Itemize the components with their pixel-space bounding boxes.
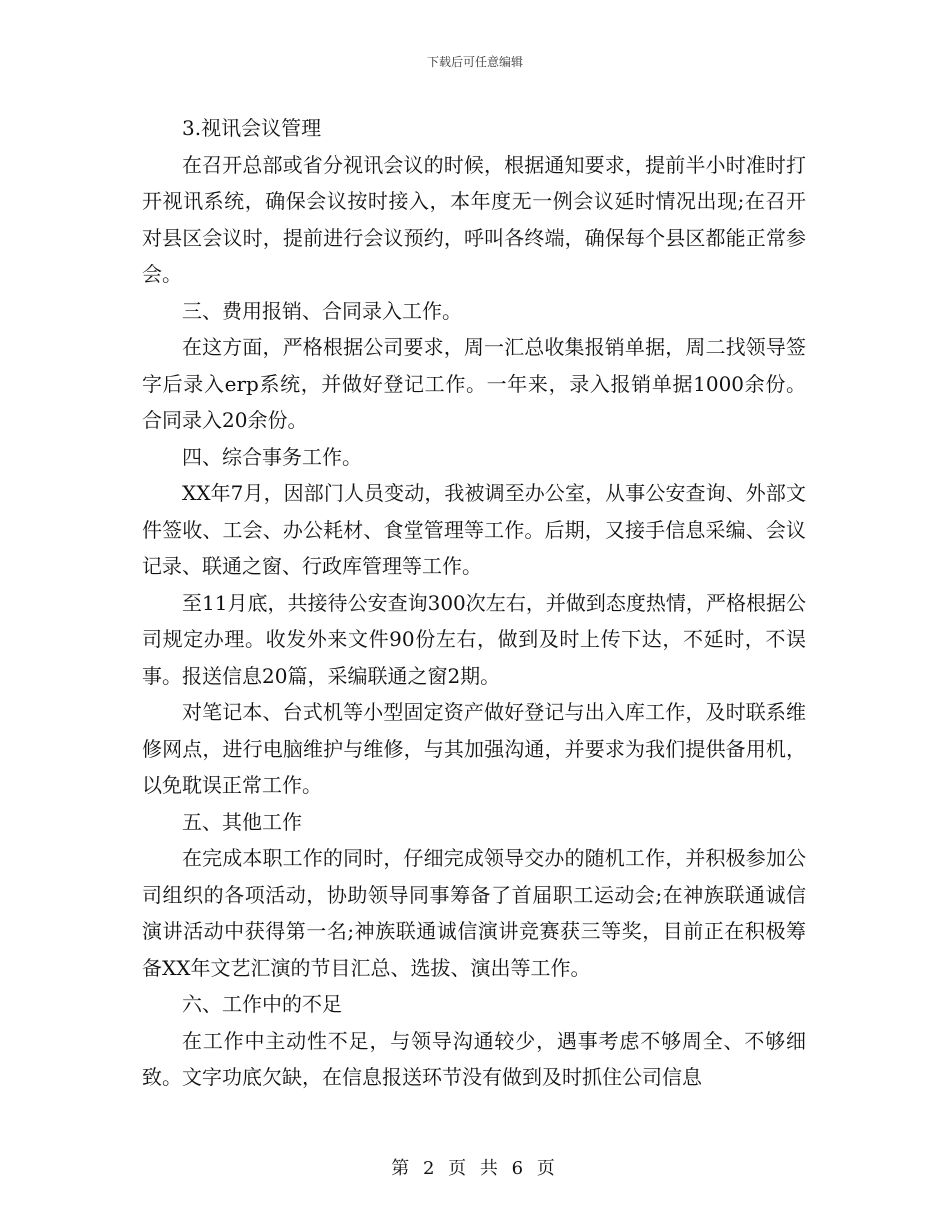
paragraph: 对笔记本、台式机等小型固定资产做好登记与出入库工作，及时联系维修网点，进行电脑维护与维修，与其加强沟通，并要求为我们提供备用机，以免耽误正常工作。 (142, 700, 806, 797)
paragraph: 在完成本职工作的同时，仔细完成领导交办的随机工作，并积极参加公司组织的各项活动，协助领导同事筹备了首届职工运动会;在神族联通诚信演讲活动中获得第一名;神族联通诚信演讲竞赛获三等奖，目前正在积极筹备XX年文艺汇演的节目汇总、选拔、演出等工作。 (142, 846, 806, 980)
paragraph-heading: 五、其他工作 (182, 809, 302, 834)
document-body (142, 110, 806, 1096)
page-header-note: 下载后可任意编辑 (426, 55, 523, 69)
paragraph: XX年7月，因部门人员变动，我被调至办公室，从事公安查询、外部文件签收、工会、办公耗材、食堂管理等工作。后期，又接手信息采编、会议记录、联通之窗、行政库管理等工作。 (142, 481, 806, 578)
paragraph: 在这方面，严格根据公司要求，周一汇总收集报销单据，周二找领导签字后录入erp系统，并做好登记工作。一年来，录入报销单据1000余份。合同录入20余份。 (142, 335, 806, 432)
paragraph-heading: 三、费用报销、合同录入工作。 (182, 298, 462, 323)
paragraph-heading: 3.视讯会议管理 (182, 116, 322, 140)
paragraph-heading: 四、综合事务工作。 (182, 444, 362, 469)
paragraph-heading: 六、工作中的不足 (182, 992, 342, 1016)
paragraph: 在召开总部或省分视讯会议的时候，根据通知要求，提前半小时准时打开视讯系统，确保会议按时接入，本年度无一例会议延时情况出现;在召开对县区会议时，提前进行会议预约，呼叫各终端，确保每个县区都能正常参会。 (142, 152, 806, 286)
paragraph: 在工作中主动性不足，与领导沟通较少，遇事考虑不够周全、不够细致。文字功底欠缺，在信息报送环节没有做到及时抓住公司信息 (142, 1028, 806, 1089)
paragraph: 至11月底，共接待公安查询300次左右，并做到态度热情，严格根据公司规定办理。收发外来文件90份左右，做到及时上传下达，不延时，不误事。报送信息20篇，采编联通之窗2期。 (142, 590, 806, 688)
page-number-footer: 第 2 页 共 6 页 (391, 1158, 559, 1179)
